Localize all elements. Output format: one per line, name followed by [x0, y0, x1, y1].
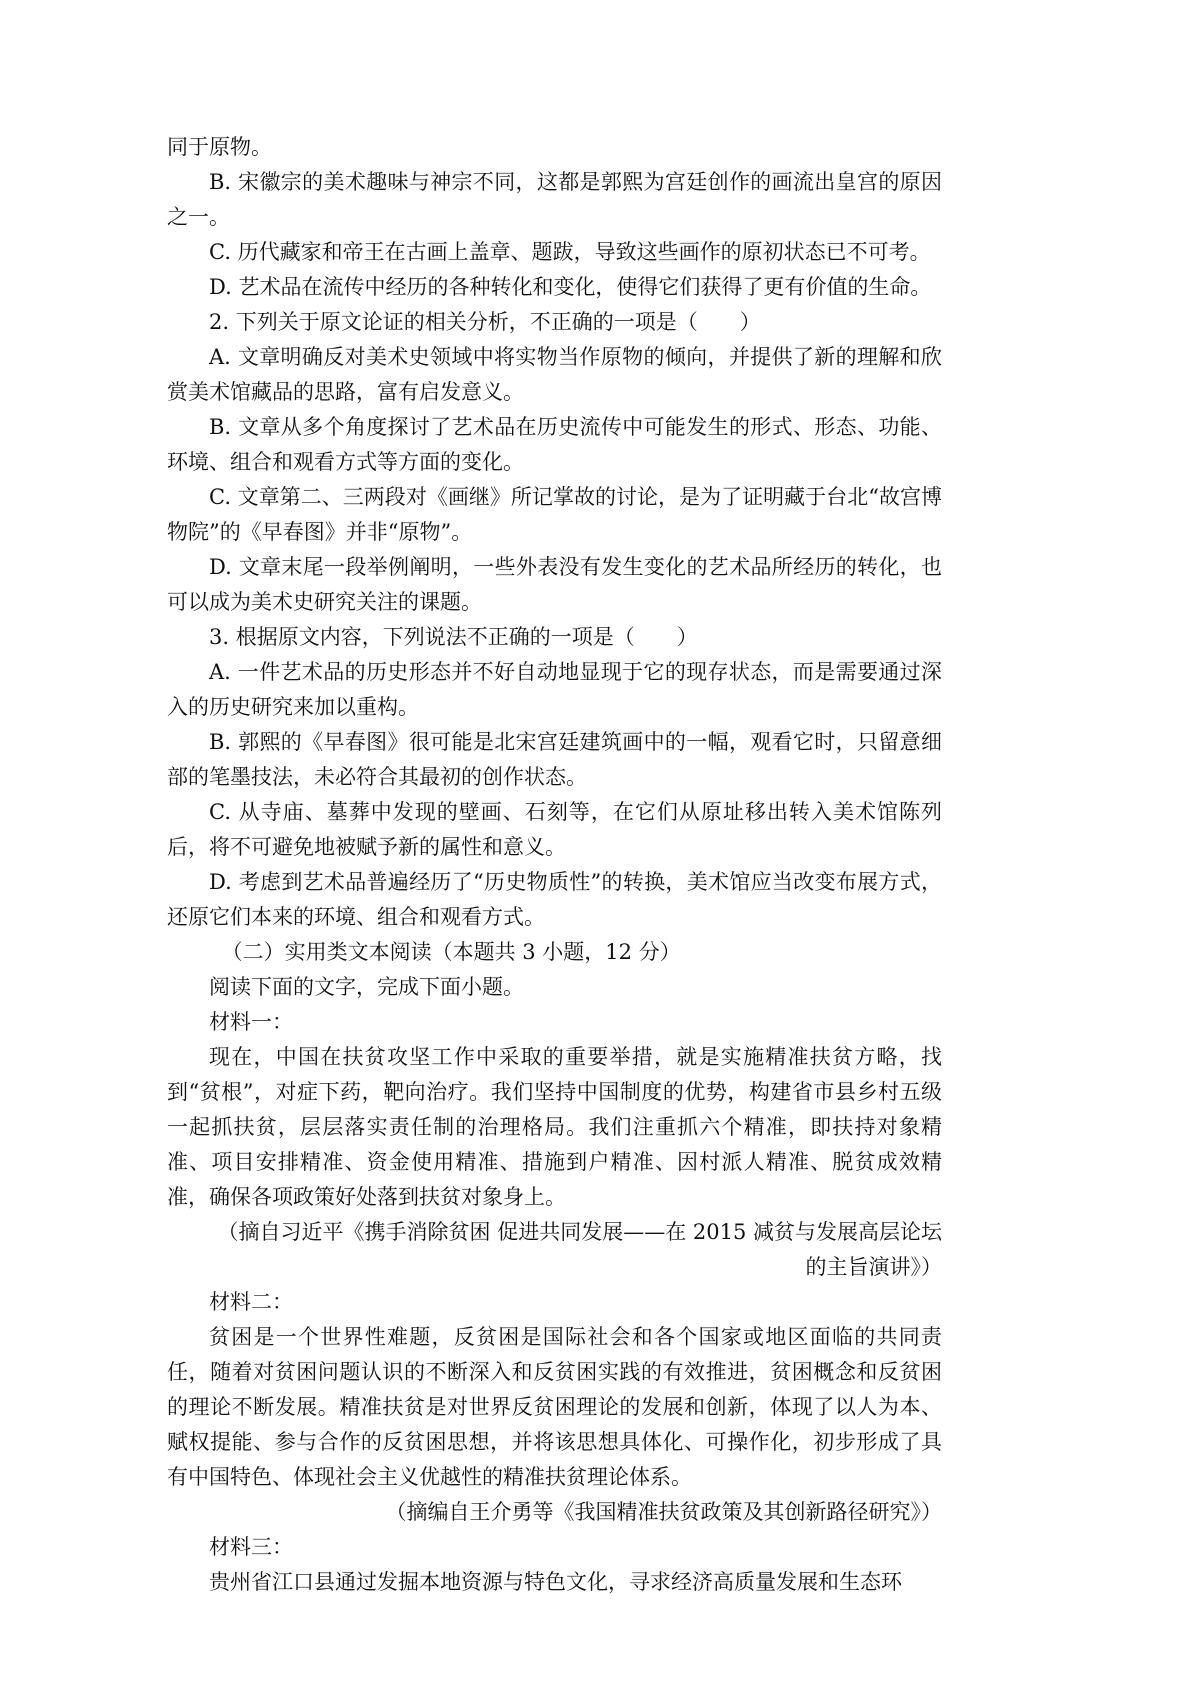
- material-3-label: 材料三：: [209, 1535, 293, 1559]
- material-3-body: 贵州省江口县通过发掘本地资源与特色文化，寻求经济高质量发展和生态环: [209, 1570, 902, 1594]
- q3-option-d: D. 考虑到艺术品普遍经历了“历史物质性”的转换，美术馆应当改变布展方式，还原它们本来的环境、组合和观看方式。: [167, 870, 942, 929]
- continued-option-text: 同于原物。: [167, 135, 272, 159]
- material-2-body: 贫困是一个世界性难题，反贫困是国际社会和各个国家或地区面临的共同责任，随着对贫困问题认识的不断深入和反贫困实践的有效推进，贫困概念和反贫困的理论不断发展。精准扶贫是对世界反贫困理论的发展和创新，体现了以人为本、赋权提能、参与合作的反贫困思想，并将该思想具体化、可操作化，初步形成了具有中国特色、体现社会主义优越性的精准扶贫理论体系。: [167, 1325, 942, 1489]
- q1-option-c: C. 历代藏家和帝王在古画上盖章、题跋，导致这些画作的原初状态已不可考。: [209, 240, 931, 264]
- section-heading: （二）实用类文本阅读（本题共 3 小题，12 分）: [221, 940, 681, 964]
- document-page: [167, 130, 942, 1600]
- q1-option-d: D. 艺术品在流传中经历的各种转化和变化，使得它们获得了更有价值的生命。: [209, 275, 932, 299]
- q3-option-a: A. 一件艺术品的历史形态并不好自动地显现于它的现存状态，而是需要通过深入的历史研究来加以重构。: [167, 660, 942, 719]
- material-1-label: 材料一：: [209, 1010, 293, 1034]
- q1-option-b: B. 宋徽宗的美术趣味与神宗不同，这都是郭熙为宫廷创作的画流出皇宫的原因之一。: [167, 170, 942, 229]
- q2-option-c: C. 文章第二、三两段对《画继》所记掌故的讨论，是为了证明藏于台北“故宫博物院”的《早春图》并非“原物”。: [167, 485, 942, 544]
- material-1-body: 现在，中国在扶贫攻坚工作中采取的重要举措，就是实施精准扶贫方略，找到“贫根”，对症下药，靶向治疗。我们坚持中国制度的优势，构建省市县乡村五级一起抓扶贫，层层落实责任制的治理格局。我们注重抓六个精准，即扶持对象精准、项目安排精准、资金使用精准、措施到户精准、因村派人精准、脱贫成效精准，确保各项政策好处落到扶贫对象身上。: [167, 1045, 942, 1209]
- q3-option-c: C. 从寺庙、墓葬中发现的壁画、石刻等，在它们从原址移出转入美术馆陈列后，将不可避免地被赋予新的属性和意义。: [167, 800, 942, 859]
- question-3-stem: 3. 根据原文内容，下列说法不正确的一项是（ ）: [209, 625, 698, 649]
- q2-option-b: B. 文章从多个角度探讨了艺术品在历史流传中可能发生的形式、形态、功能、环境、组合和观看方式等方面的变化。: [167, 415, 942, 474]
- material-2-label: 材料二：: [209, 1290, 293, 1314]
- q3-option-b: B. 郭熙的《早春图》很可能是北宋宫廷建筑画中的一幅，观看它时，只留意细部的笔墨技法，未必符合其最初的创作状态。: [167, 730, 942, 789]
- reading-instruction: 阅读下面的文字，完成下面小题。: [209, 975, 524, 999]
- q2-option-d: D. 文章末尾一段举例阐明，一些外表没有发生变化的艺术品所经历的转化，也可以成为美术史研究关注的课题。: [167, 555, 942, 614]
- material-1-source: （摘自习近平《携手消除贫困 促进共同发展——在 2015 减贫与发展高层论坛的主旨演讲》）: [217, 1220, 942, 1279]
- q2-option-a: A. 文章明确反对美术史领域中将实物当作原物的倾向，并提供了新的理解和欣赏美术馆藏品的思路，富有启发意义。: [167, 345, 942, 404]
- material-2-source: （摘编自王介勇等《我国精准扶贫政策及其创新路径研究》）: [385, 1500, 942, 1524]
- question-2-stem: 2. 下列关于原文论证的相关分析，不正确的一项是（ ）: [209, 310, 761, 334]
